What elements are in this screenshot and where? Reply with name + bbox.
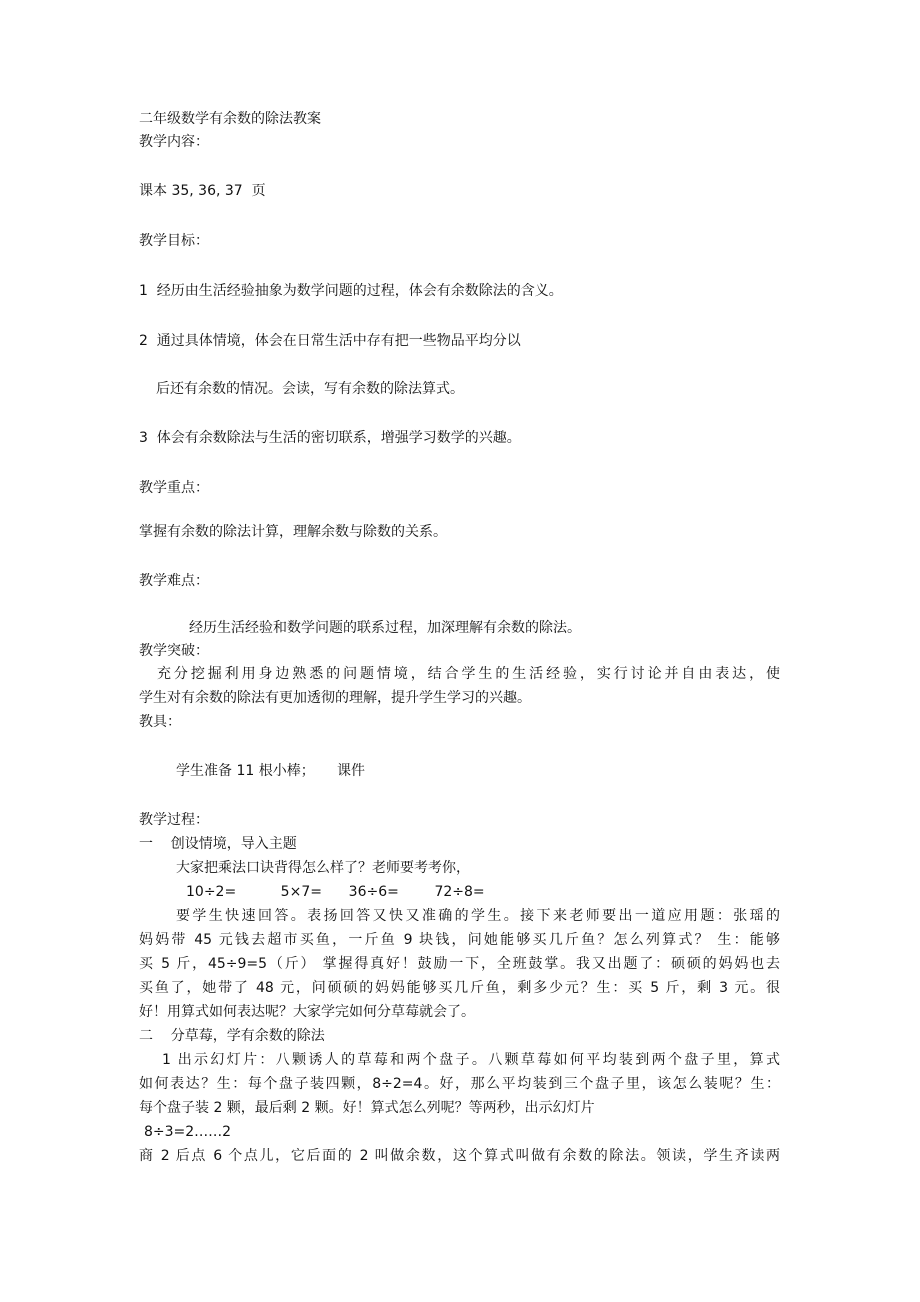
goal-item: 后还有余数的情况。会读，写有余数的除法算式。 xyxy=(156,381,464,397)
difficulty-label: 教学难点： xyxy=(139,573,209,589)
section1-line: 大家把乘法口诀背得怎么样了？老师要考考你， xyxy=(176,860,470,876)
goal-item: 3 体会有余数除法与生活的密切联系，增强学习数学的兴趣。 xyxy=(139,430,521,446)
section2-line: 1 出示幻灯片：八颗诱人的草莓和两个盘子。八颗草莓如何平均装到两个盘子里，算式 xyxy=(162,1052,780,1068)
section1-line: 买鱼了，她带了 48 元，问硕硕的妈妈能够买几斤鱼，剩多少元？生：买 5 斤，剩 3 元。很 xyxy=(139,980,780,996)
breakthrough-line: 充分挖掘利用身边熟悉的问题情境，结合学生的生活经验，实行讨论并自由表达，使 xyxy=(157,666,780,682)
key-text: 掌握有余数的除法计算，理解余数与除数的关系。 xyxy=(139,524,447,540)
tools-text: 学生准备 11 根小棒； 课件 xyxy=(176,763,365,779)
goals-label: 教学目标： xyxy=(139,233,209,249)
tools-label: 教具： xyxy=(139,714,181,730)
goal-item: 1 经历由生活经验抽象为数学问题的过程，体会有余数除法的含义。 xyxy=(139,283,563,299)
section1-line: 好！用算式如何表达呢？大家学完如何分草莓就会了。 xyxy=(139,1004,475,1020)
process-label: 教学过程： xyxy=(139,812,209,828)
breakthrough-label: 教学突破： xyxy=(139,643,209,659)
key-label: 教学重点： xyxy=(139,480,209,496)
section2-equation: 8÷3=2……2 xyxy=(144,1124,232,1140)
section1-line: 妈妈带 45 元钱去超市买鱼，一斤鱼 9 块钱，问她能够买几斤鱼？怎么列算式？ 生：能够 xyxy=(139,932,780,948)
breakthrough-line: 学生对有余数的除法有更加透彻的理解，提升学生学习的兴趣。 xyxy=(139,690,531,706)
goal-item: 2 通过具体情境，体会在日常生活中存有把一些物品平均分以 xyxy=(139,333,521,349)
difficulty-text: 经历生活经验和数学问题的联系过程，加深理解有余数的除法。 xyxy=(189,620,581,636)
section2-line: 如何表达？生：每个盘子装四颗，8÷2=4。好，那么平均装到三个盘子里，该怎么装呢？生： xyxy=(139,1076,780,1092)
section2-line: 每个盘子装 2 颗，最后剩 2 颗。好！算式怎么列呢？等两秒，出示幻灯片 xyxy=(139,1100,595,1116)
pages-text: 课本 35, 36, 37 页 xyxy=(139,183,266,199)
section2-title: 二 分草莓，学有余数的除法 xyxy=(139,1028,325,1044)
content-label: 教学内容： xyxy=(139,134,209,150)
section1-line: 买 5 斤，45÷9=5（斤） 掌握得真好！鼓励一下，全班鼓掌。我又出题了：硕硕的妈妈也去 xyxy=(139,956,780,972)
section2-line: 商 2 后点 6 个点儿，它后面的 2 叫做余数，这个算式叫做有余数的除法。领读，学生齐读两 xyxy=(139,1148,780,1164)
document-title: 二年级数学有余数的除法教案 xyxy=(139,111,321,127)
section1-title: 一 创设情境，导入主题 xyxy=(139,836,297,852)
section1-line: 10÷2= 5×7= 36÷6= 72÷8= xyxy=(186,884,485,900)
section1-line: 要学生快速回答。表扬回答又快又准确的学生。接下来老师要出一道应用题：张瑶的 xyxy=(176,908,780,924)
